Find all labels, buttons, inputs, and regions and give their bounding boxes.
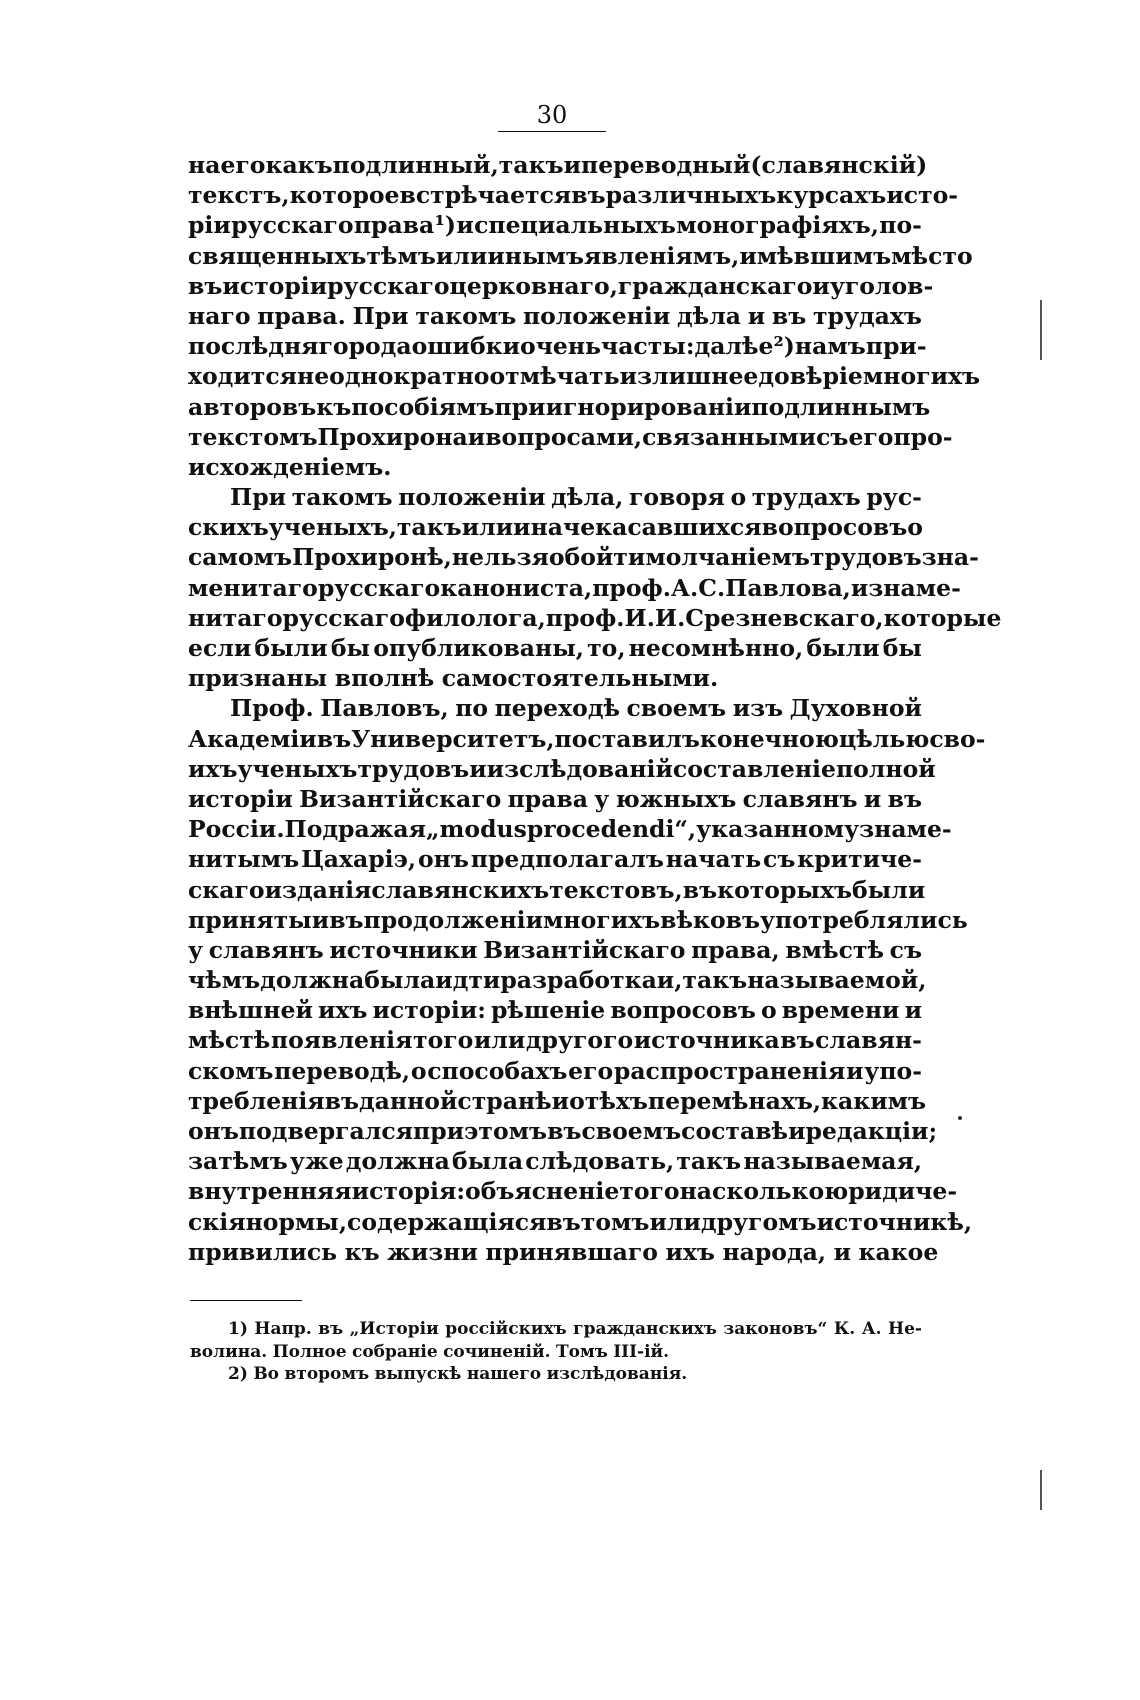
body-text-line: нитымъ Цахаріэ, онъ предполагалъ начать съ критиче- — [188, 845, 922, 874]
body-text-line: текстомъ Прохирона и вопросами, связанными съ его про- — [188, 422, 953, 451]
body-text-line: Академіи въ Университетъ, поставилъ конечною цѣлью сво- — [188, 724, 986, 753]
body-text-line: текстъ, которое встрѣчается въ различныхъ курсахъ исто- — [188, 181, 959, 210]
scan-margin-mark — [1040, 1470, 1042, 1510]
scan-margin-mark — [1040, 300, 1042, 360]
body-text-line: При такомъ положеніи дѣла, говоря о трудахъ рус- — [230, 483, 922, 512]
body-text-line: ходится неоднократно отмѣчать излишнее довѣріе многихъ — [188, 362, 981, 391]
scan-dot — [958, 1116, 962, 1120]
body-text-line: мѣстѣ появленія того или другого источника въ славян- — [188, 1026, 922, 1055]
body-text-line: признаны вполнѣ самостоятельными. — [188, 664, 719, 693]
footnotes — [190, 1318, 922, 1386]
body-text-line: исхожденіемъ. — [188, 452, 392, 481]
body-text-line: священныхъ тѣмъ или инымъ явленіямъ, имѣвшимъ мѣсто — [188, 241, 973, 270]
body-text-line: у славянъ источники Византійскаго права, вмѣстѣ съ — [188, 935, 922, 964]
body-text-line: скаго изданія славянскихъ текстовъ, въ которыхъ были — [188, 875, 926, 904]
body-text-line: требленія въ данной странѣ и о тѣхъ перемѣнахъ, какимъ — [188, 1086, 927, 1115]
footnote-rule — [190, 1300, 302, 1301]
page-number-rule — [498, 131, 606, 132]
footnote-line: 2) Во второмъ выпускѣ нашего изслѣдованія. — [228, 1364, 688, 1384]
body-text-line: ріи русскаго права ¹) и специальныхъ монографіяхъ, по- — [188, 211, 922, 240]
body-text-line: авторовъ къ пособіямъ при игнорированіи подлиннымъ — [188, 392, 931, 421]
body-text-line: скомъ переводѣ, о способахъ его распространенія и упо- — [188, 1056, 922, 1085]
body-text-line: скихъ ученыхъ, такъ или иначе касавшихся вопросовъ о — [188, 513, 923, 542]
body-text-line: Россіи. Подражая „modus procedendi“, указанному знаме- — [188, 815, 952, 844]
body-text-line: приняты и въ продолженіи многихъ вѣковъ употреблялись — [188, 905, 968, 934]
body-text-line: затѣмъ уже должна была слѣдовать, такъ называемая, — [188, 1147, 922, 1176]
body-text-line: скія нормы, содержащіяся въ томъ или другомъ источникѣ, — [188, 1207, 973, 1236]
body-text-line: самомъ Прохиронѣ, нельзя обойти молчаніемъ трудовъ зна- — [188, 543, 979, 572]
body-text-line: нитаго русскаго филолога, проф. И. И. Срезневскаго, которые — [188, 603, 1002, 632]
body-text-line: послѣдняго рода ошибки очень часты: далѣе ²) намъ при- — [188, 332, 927, 361]
body-text-line: въ исторіи русскаго церковнаго, гражданскаго и уголов- — [188, 271, 934, 300]
body-text — [188, 150, 1002, 1267]
body-text-line: наго права. При такомъ положеніи дѣла и въ трудахъ — [188, 301, 922, 330]
body-text-line: ихъ ученыхъ трудовъ и изслѣдованій составленіе полной — [188, 754, 936, 783]
body-text-line: онъ подвергался при этомъ въ своемъ составѣ и редакціи; — [188, 1117, 938, 1145]
body-text-line: исторіи Византійскаго права у южныхъ славянъ и въ — [188, 784, 922, 813]
footnote-line: волина. Полное собраніе сочиненій. Томъ III-ій. — [190, 1341, 670, 1362]
body-text-line: внѣшней ихъ исторіи: рѣшеніе вопросовъ о времени и — [188, 996, 922, 1025]
body-text-line: Проф. Павловъ, по переходѣ своемъ изъ Духовной — [230, 694, 922, 723]
page-number: 30 — [536, 101, 568, 129]
footnote-line: 1) Напр. въ „Исторіи россійскихъ гражданскихъ законовъ“ К. А. Не- — [228, 1319, 922, 1339]
body-text-line: менитаго русскаго канониста, проф. А. С. Павлова, и знаме- — [188, 573, 961, 602]
body-text-line: если были бы опубликованы, то, несомнѣнно, были бы — [188, 634, 922, 662]
body-text-line: чѣмъ должна была идти разработка и, такъ называемой, — [188, 966, 927, 995]
body-text-line: привились къ жизни принявшаго ихъ народа, и какое — [188, 1237, 939, 1266]
body-text-line: внутренняя исторія: объясненіе того насколько юридиче- — [188, 1177, 958, 1206]
body-text-line: на его какъ подлинный, такъ и переводный (славянскій) — [188, 151, 928, 179]
